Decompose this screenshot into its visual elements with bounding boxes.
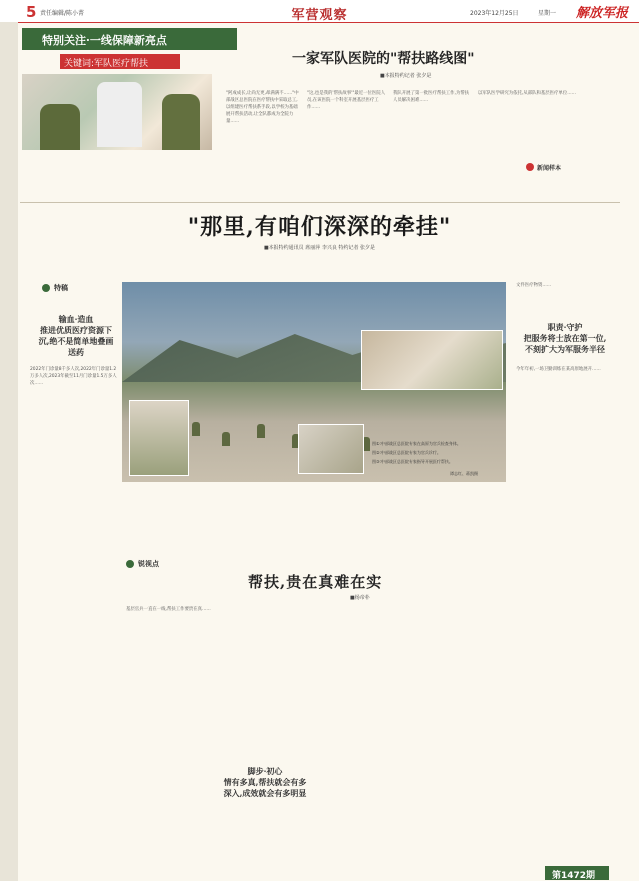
inset-photo-2 xyxy=(129,400,189,476)
feature-section-icon xyxy=(42,284,50,292)
issue-date: 2023年12月25日 xyxy=(470,10,519,17)
section-title: 军营观察 xyxy=(291,8,348,23)
main-story-byline: ■本报特约通讯员 席丽萍 李兴良 特约记者 张夕是 xyxy=(263,245,376,251)
photo-soldier xyxy=(257,424,265,438)
news-sample-icon xyxy=(526,163,534,171)
page-margin xyxy=(0,22,18,881)
inset-photo-1 xyxy=(361,330,503,390)
commentary-byline: ■杨帝朴 xyxy=(350,595,370,601)
page-number: 5 xyxy=(26,3,37,21)
feature-section-label: 特稿 xyxy=(54,284,68,292)
issue-weekday: 星期一 xyxy=(538,10,557,17)
top-story-title: 一家军队医院的"帮扶路线图" xyxy=(292,51,475,67)
subheading-transfusion: 输血·造血 推进优质医疗资源下沉,绝不是简单地叠画送药 xyxy=(38,314,114,357)
photo-soldier-left xyxy=(40,104,80,150)
subheading-duty: 职责·守护 把服务将士放在第一位,不刻扩大为军服务半径 xyxy=(523,322,607,354)
photo-caption-1: 图①:中部战区总医院专家在高原为官兵检查身体。 xyxy=(372,441,461,446)
newspaper-logo: 解放军报 xyxy=(576,6,629,21)
keyword-text: 关键词:军队医疗帮扶 xyxy=(64,59,149,69)
news-sample-label: 新闻样本 xyxy=(537,165,562,172)
inset-photo-3 xyxy=(298,424,364,474)
top-story-col1: "阿成成长,让尚无更,却满满不……"中部战区总医院在医疗帮扶中采取总工,以组建医疗帮扶系手段,以学校为基础展开帮扶活动,让全队都成为全院力量…… xyxy=(226,91,299,124)
main-story-title: "那里,有咱们深深的牵挂" xyxy=(187,214,452,240)
photo-doctor xyxy=(97,82,142,147)
main-story-col-a: 2022年门诊量8千多人次,2022年门诊量1.2万多人次,2023年截至11月门诊量1.5万多人次…… xyxy=(30,367,117,386)
editor-credit: 责任编辑/陈小菁 xyxy=(40,10,85,17)
photo-soldier-right xyxy=(162,94,200,150)
commentary-section-label: 锐视点 xyxy=(138,560,159,568)
top-story-col3: 我队开展了第一批医疗帮扶工作,为帮扶人员解决困难…… xyxy=(393,91,470,103)
photo-credit: 谭志红、蒋凯摄 xyxy=(450,471,478,476)
section-divider xyxy=(20,202,620,203)
photo-soldier xyxy=(222,432,230,446)
photo-caption-3: 图③:中部战区总医院专家指导开展医疗帮扶。 xyxy=(372,459,453,464)
main-story-col-c: 今年年初,一场卫勤训练在某高原地展开…… xyxy=(516,367,601,372)
commentary-section-icon xyxy=(126,560,134,568)
main-story-col-b: 文件医疗物资…… xyxy=(516,283,552,288)
issue-number: 第1472期 xyxy=(552,871,596,881)
feature-banner-text: 特别关注·一线保障新亮点 xyxy=(42,34,167,47)
top-story-byline: ■本报特约记者 张夕是 xyxy=(380,73,432,79)
photo-caption-2: 图②:中部战区总医院专家为官兵诊疗。 xyxy=(372,450,441,455)
photo-soldier xyxy=(192,422,200,436)
top-story-photo xyxy=(22,74,212,150)
commentary-title: 帮扶,贵在真难在实 xyxy=(248,573,383,591)
subheading-footsteps: 脚步·初心 情有多真,帮扶就会有多深入,成效就会有多明显 xyxy=(223,766,307,798)
top-story-col4: 以军队医学研究为依托,从部队和基层医疗单位…… xyxy=(478,91,576,96)
commentary-col-d: 基层官兵一直在一线,帮扶工作要贵在真…… xyxy=(126,607,211,612)
page-header xyxy=(0,0,639,23)
top-story-col2: "这,也是我的'帮扶故事'"最近一位医院人员,在该医院一个科室开展基层医疗工作…… xyxy=(307,91,386,110)
